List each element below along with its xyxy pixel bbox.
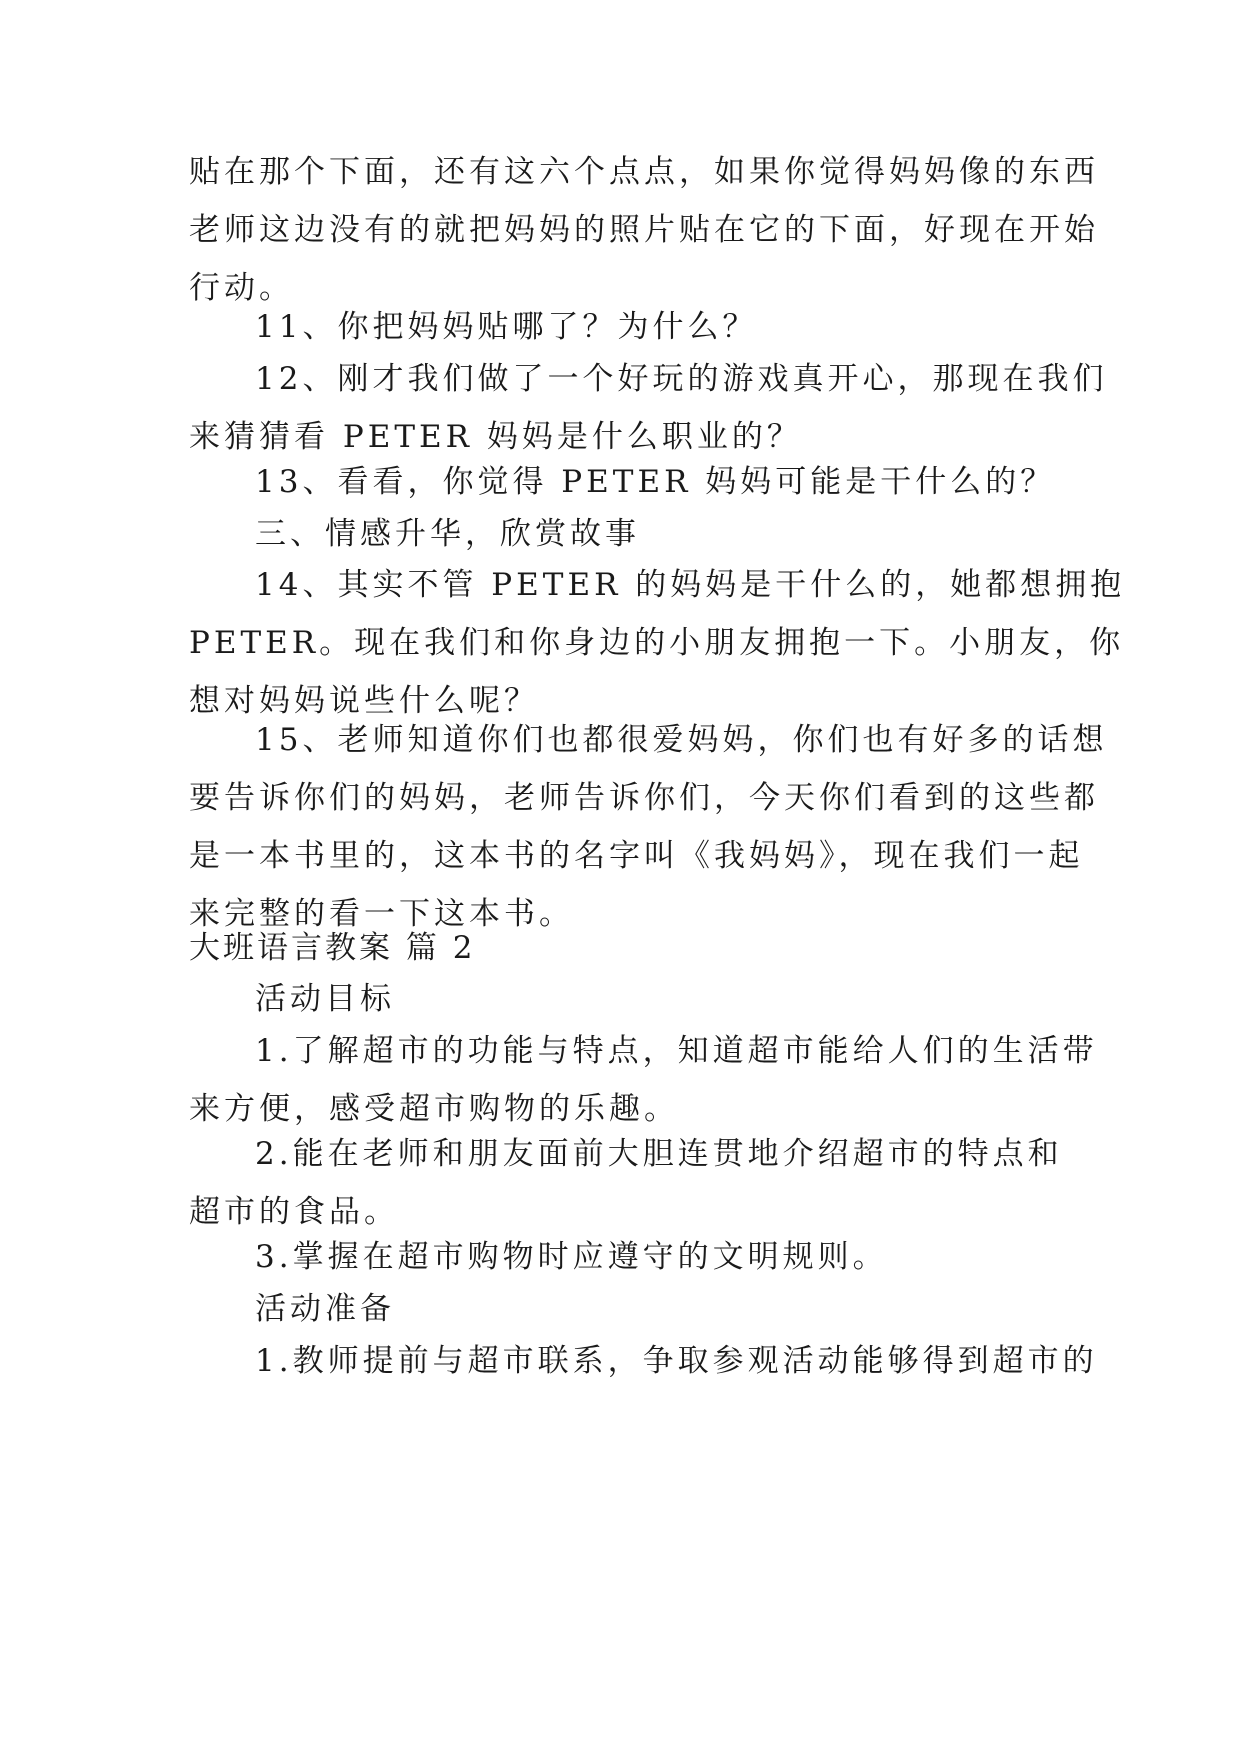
text-line: 活动准备	[255, 1291, 395, 1327]
text-line: 是一本书里的，这本书的名字叫《我妈妈》，现在我们一起	[189, 838, 1084, 874]
text-line: 13、看看，你觉得 PETER 妈妈可能是干什么的？	[255, 464, 1056, 500]
text-line: 超市的食品。	[189, 1194, 399, 1230]
text-line: 老师这边没有的就把妈妈的照片贴在它的下面，好现在开始	[189, 212, 1099, 248]
preparation-1	[189, 1332, 1098, 1390]
goals-heading	[189, 970, 1049, 1028]
text-line: 1.教师提前与超市联系，争取参观活动能够得到超市的	[255, 1343, 1098, 1379]
text-line: 11、你把妈妈贴哪了？为什么？	[255, 309, 758, 345]
goal-2	[189, 1125, 1063, 1241]
text-line: 12、刚才我们做了一个好玩的游戏真开心，那现在我们	[255, 361, 1108, 397]
text-line: 来方便，感受超市购物的乐趣。	[189, 1091, 679, 1127]
text-line: PETER。现在我们和你身边的小朋友拥抱一下。小朋友，你	[189, 625, 1125, 661]
section-heading-3	[189, 505, 1049, 563]
text-line: 想对妈妈说些什么呢？	[189, 683, 539, 719]
text-line: 要告诉你们的妈妈，老师告诉你们，今天你们看到的这些都	[189, 780, 1099, 816]
question-13	[189, 453, 1056, 511]
question-11	[189, 298, 1049, 356]
text-line: 行动。	[189, 270, 294, 306]
question-14	[189, 556, 1126, 730]
text-line: 15、老师知道你们也都很爱妈妈，你们也有好多的话想	[255, 722, 1108, 758]
goal-3	[189, 1228, 1049, 1286]
text-line: 活动目标	[255, 981, 395, 1017]
text-line: 贴在那个下面，还有这六个点点，如果你觉得妈妈像的东西	[189, 154, 1099, 190]
goal-1	[189, 1022, 1098, 1138]
text-line: 1.了解超市的功能与特点，知道超市能给人们的生活带	[255, 1033, 1098, 1069]
question-12	[189, 350, 1108, 466]
text-line: 大班语言教案 篇 2	[189, 930, 476, 966]
continued-paragraph	[189, 143, 1099, 317]
text-line: 三、情感升华，欣赏故事	[255, 516, 640, 552]
text-line: 14、其实不管 PETER 的妈妈是干什么的，她都想拥抱	[255, 567, 1126, 603]
text-line: 3.掌握在超市购物时应遵守的文明规则。	[255, 1239, 888, 1275]
text-line: 来猜猜看 PETER 妈妈是什么职业的？	[189, 419, 802, 455]
lesson-title	[189, 919, 1049, 977]
preparation-heading	[189, 1280, 1049, 1338]
text-line: 来完整的看一下这本书。	[189, 896, 574, 932]
question-15	[189, 711, 1108, 943]
text-line: 2.能在老师和朋友面前大胆连贯地介绍超市的特点和	[255, 1136, 1063, 1172]
